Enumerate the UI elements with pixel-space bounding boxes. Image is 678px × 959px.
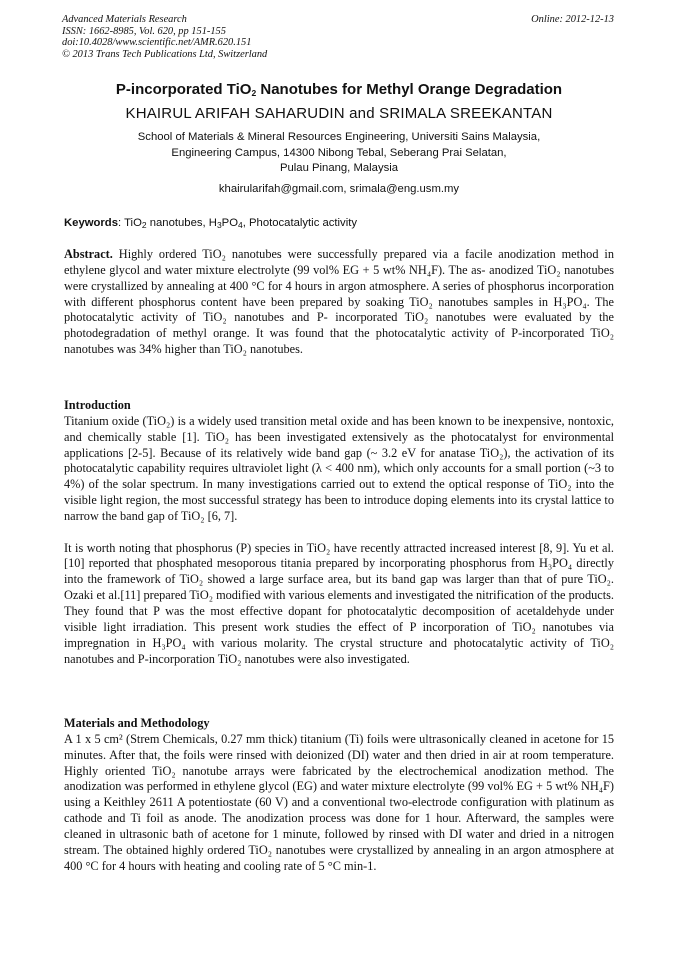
title-subscript: 2 — [251, 88, 257, 98]
journal-name: Advanced Materials Research — [62, 14, 187, 25]
keyword-text: , Photocatalytic activity — [242, 217, 358, 229]
keywords: Keywords: TiO$_2$ nanotubes, $H_3PO_4$, Photocatalytic activity — [64, 217, 358, 230]
keywords-label: Keywords — [64, 217, 118, 229]
copyright-line: © 2013 Trans Tech Publications Ltd, Switzerland — [62, 48, 268, 60]
keyword-text: PO — [221, 217, 238, 229]
affiliation — [0, 130, 678, 177]
methods-heading: Materials and Methodology — [64, 716, 210, 730]
title-part: P-incorporated TiO — [115, 81, 252, 98]
affiliation-line: School of Materials & Mineral Resources Engineering, Universiti Sains Malaysia, — [137, 131, 541, 143]
introduction-paragraph-1: Titanium oxide (TiO₂) is a widely used transition metal oxide and has been known to be inexpensive, nontoxic, and chemically stable [1]. TiO₂ has been investigated extensively as the photocatalyst for environmental applications [2-5]. Because of its relatively wide band gap (~ 3.2 eV for anatase TiO₂), the activation of its photocatalytic capability requires ultraviolet light (λ < 400 nm), which only accounts for a small portion (~3 to 4%) of the solar spectrum. In many investigations carried out to extend the optical response of TiO₂ into the visible light region, the most successful strategy has been to introduce doping elements into its crystal lattice to narrow the band gap of TiO₂ [6, 7]. — [64, 413, 614, 523]
keyword-subscript: 3 — [216, 220, 222, 230]
methods-section — [64, 716, 614, 874]
author-list: KHAIRUL ARIFAH SAHARUDIN and SRIMALA SREEKANTAN — [125, 105, 553, 122]
introduction-section — [64, 398, 614, 667]
abstract — [64, 247, 614, 358]
keyword-subscript: 4 — [238, 220, 243, 230]
introduction-heading: Introduction — [64, 398, 131, 412]
affiliation-line: Engineering Campus, 14300 Nibong Tebal, Seberang Prai Selatan, — [171, 146, 507, 159]
keyword-text: TiO — [124, 217, 142, 229]
keyword-subscript: 2 — [141, 220, 147, 230]
title-part: Nanotubes for Methyl Orange Degradation — [256, 81, 563, 98]
methods-paragraph: A 1 x 5 cm² (Strem Chemicals, 0.27 mm thick) titanium (Ti) foils were ultrasonically cleaned in acetone for 15 minutes. After that, the foils were rinsed with deionized (DI) water and then dried in air at room temperature. Highly oriented TiO₂ nanotube arrays were fabricated by the electrochemical anodization method. The anodization was performed in ethylene glycol (EG) and water mixture electrolyte (99 vol% EG + 5 wt% NH₄F) using a Keithley 2611 A potentiostate (60 V) and a conventional two-electrode configuration with platinum as cathode and Ti foil as anode. The anodization process was done for 1 hour. Afterward, the samples were cleaned in ultrasonic bath of acetone for 1 minute, followed by rinsed with DI water and dried in a nitrogen stream. The obtained highly ordered TiO₂ nanotubes were crystallized by annealing in an argon atmosphere at 400 °C for 4 hours with heating and cooling rate of 5 °C min-1. — [64, 731, 614, 873]
keyword-text: nanotubes, H — [146, 217, 217, 229]
abstract-paragraph — [64, 247, 614, 358]
journal-header — [62, 14, 622, 60]
author-emails: khairularifah@gmail.com, srimala@eng.usm.my — [218, 183, 460, 195]
abstract-text: Highly ordered TiO₂ nanotubes were successfully prepared via a facile anodization method in ethylene glycol and water mixture electrolyte (99 vol% EG + 5 wt% NH₄F). The as- anodized TiO₂ nanotubes were crystallized by annealing at 400 °C for 4 hours in argon atmosphere. A series of phosphorus incorporation with different phosphorus content have been prepared by soaking TiO₂ nanotubes samples in H₃PO₄. The photocatalytic activity of TiO₂ nanotubes and P- incorporated TiO₂ nanotubes were evaluated by the photodegradation of methyl orange. It was found that the photocatalytic activity of P-incorporated TiO₂ nanotubes was 34% higher than TiO₂ nanotubes. — [64, 247, 614, 357]
affiliation-line: Pulau Pinang, Malaysia — [279, 162, 399, 174]
doi-line: doi:10.4028/www.scientific.net/AMR.620.151 — [62, 37, 252, 49]
online-date: Online: 2012-12-13 — [531, 14, 614, 25]
abstract-label: Abstract. — [64, 247, 113, 261]
introduction-paragraph-2: It is worth noting that phosphorus (P) species in TiO₂ have recently attracted increased interest [8, 9]. Yu et al.[10] reported that phosphated mesoporous titania prepared by incorporating phosphorus from H₃PO₄ directly into the framework of TiO₂ showed a large surface area, but its band gap was larger than that of pure TiO₂. Ozaki et al.[11] prepared TiO₂ modified with various elements and investigated the nitrification of the products. They found that P was the most effective dopant for photocatalytic decomposition of acetaldehyde under visible light irradiation. This present work studies the effect of P incorporation of TiO₂ nanotubes via impregnation in H₃PO₄ with various molarity. The crystal structure and photocatalytic activity of TiO₂ nanotubes and P-incorporation TiO₂ nanotubes were also investigated. — [64, 540, 614, 666]
issn-line: ISSN: 1662-8985, Vol. 620, pp 151-155 — [62, 25, 226, 37]
paper-title — [0, 81, 678, 99]
